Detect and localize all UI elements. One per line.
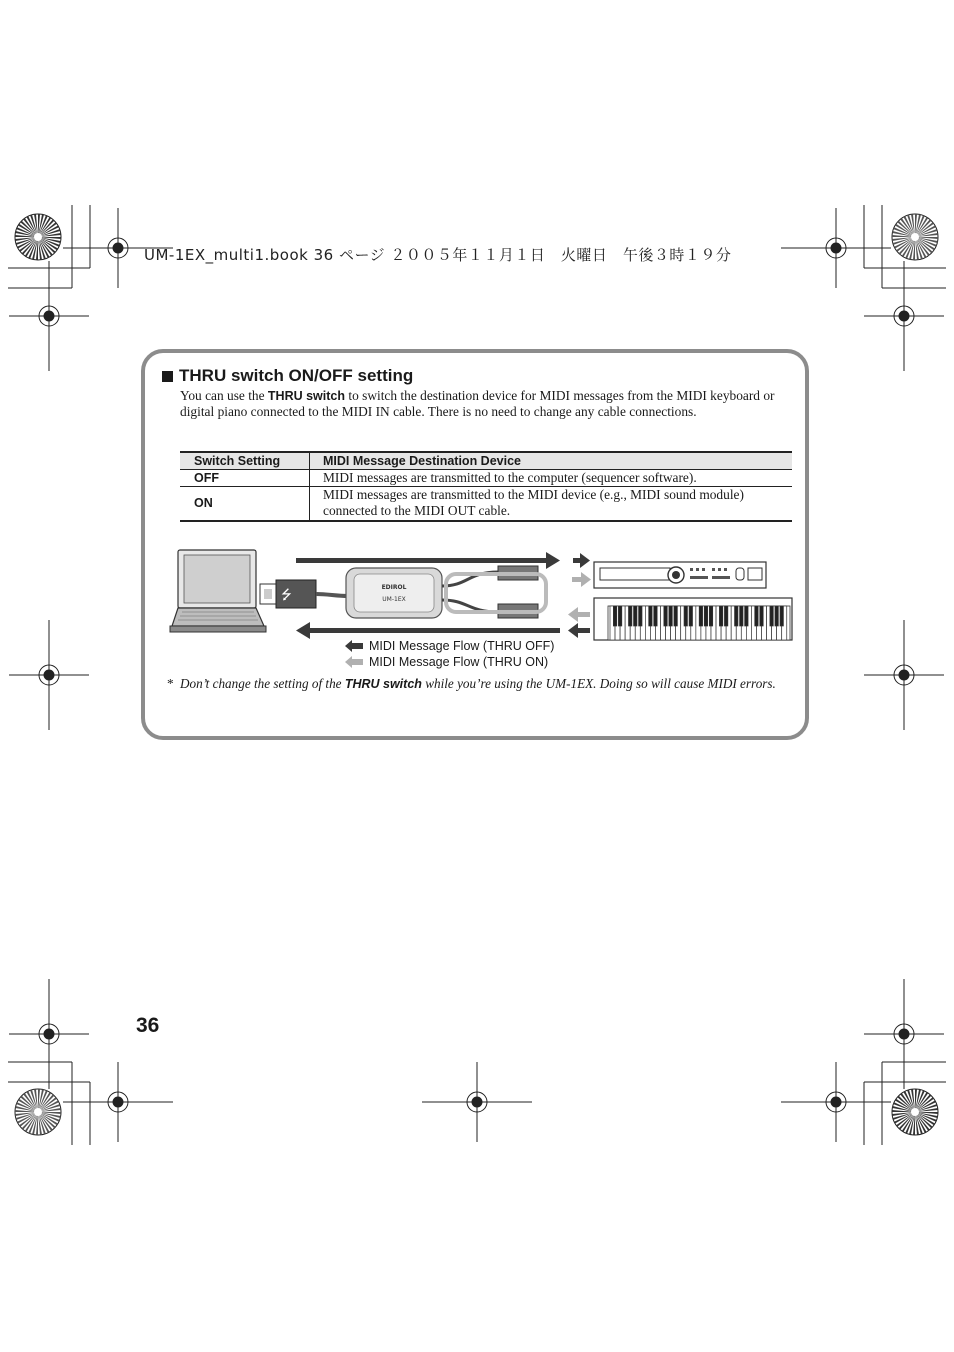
legend-thru-off-label: MIDI Message Flow (THRU OFF)	[369, 639, 555, 653]
laptop-icon	[170, 550, 266, 632]
legend-thru-on	[345, 655, 548, 669]
destination-cell: MIDI messages are transmitted to the MIDI device (e.g., MIDI sound module) connected to the MIDI OUT cable.	[310, 487, 793, 522]
print-header: UM-1EX_multi1.book 36 ページ ２００５年１１月１日 火曜日 午後３時１９分	[144, 246, 732, 264]
intro-text-end: to switch the destination device for MIDI messages from the MIDI keyboard or digital piano connected to the MIDI IN cable. There is no need to change any cable connections.	[180, 388, 775, 419]
device-model-label: UM-1EX	[382, 596, 406, 603]
midi-cables	[442, 566, 546, 618]
note-text-end: while you’re using the UM-1EX. Doing so will cause MIDI errors.	[421, 676, 776, 691]
table-header-row	[180, 452, 792, 470]
sound-module-icon	[594, 562, 766, 588]
intro-bold-term: THRU switch	[267, 389, 345, 403]
header-destination: MIDI Message Destination Device	[310, 452, 793, 470]
note-text-start: Don’t change the setting of the	[180, 676, 345, 691]
setting-cell: ON	[180, 487, 310, 522]
thru-on-flow-arrows	[568, 572, 591, 622]
intro-text-start: You can use the	[180, 388, 268, 403]
legend-thru-on-label: MIDI Message Flow (THRU ON)	[369, 655, 549, 669]
section-title	[162, 366, 413, 386]
connection-diagram	[168, 546, 798, 646]
page-number: 36	[136, 1014, 160, 1037]
caution-note	[167, 676, 779, 692]
svg-text:⭍: ⭍	[281, 588, 292, 603]
switch-setting-table	[180, 451, 792, 522]
table-row	[180, 487, 792, 522]
um-1ex-interface-icon	[346, 568, 442, 618]
usb-plug-icon	[260, 580, 348, 608]
setting-cell: OFF	[180, 470, 310, 487]
note-bold-term: THRU switch	[344, 677, 422, 691]
legend-thru-off	[345, 639, 554, 653]
midi-keyboard-icon	[594, 598, 792, 640]
table-row	[180, 470, 792, 487]
dark-arrow-icon	[345, 640, 363, 652]
section-title-text: THRU switch ON/OFF setting	[179, 366, 414, 385]
device-brand-label: EDIROL	[381, 584, 407, 591]
light-arrow-icon	[345, 656, 363, 668]
intro-paragraph	[180, 388, 780, 420]
destination-cell: MIDI messages are transmitted to the computer (sequencer software).	[310, 470, 793, 487]
square-bullet-icon	[162, 371, 173, 382]
header-switch-setting: Switch Setting	[180, 452, 310, 470]
note-marker: *	[167, 676, 174, 691]
